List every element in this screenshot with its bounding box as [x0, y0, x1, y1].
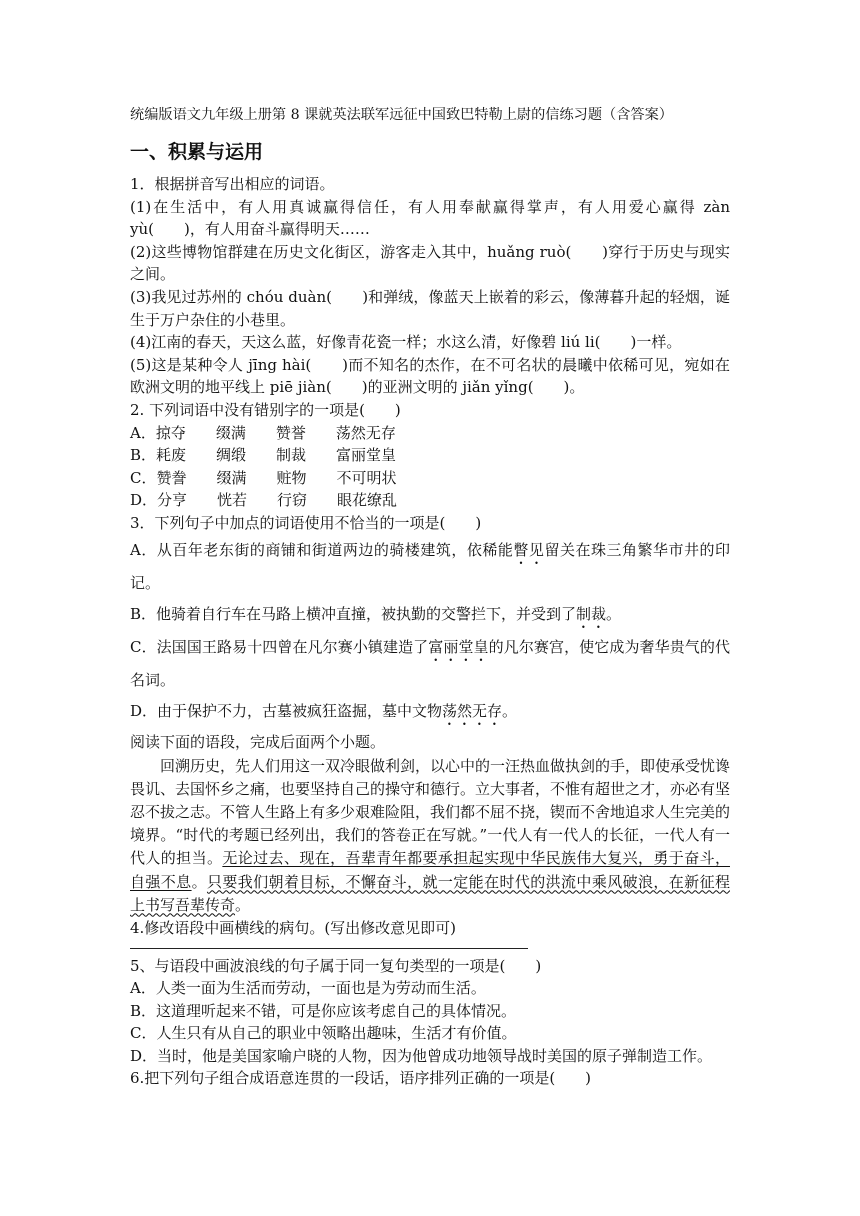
question-1-item-3: (3)我见过苏州的 chóu duàn( )和弹绒，像蓝天上嵌着的彩云，像薄暮升起的轻烟，诞生于万户杂住的小巷里。	[130, 287, 730, 329]
question-1-item-5: (5)这是某种令人 jīng hài( )而不知名的杰作，在不可名状的晨曦中依稀可见，宛如在欧洲文明的地平线上 piē jiàn( )的亚洲文明的 jiǎn yǐng( )。	[130, 355, 730, 397]
reading-intro: 阅读下面的语段，完成后面两个小题。	[130, 732, 386, 751]
passage-text: 。	[191, 872, 207, 891]
dotted-word: 富丽堂皇	[428, 637, 489, 656]
dotted-word: 瞥见	[513, 540, 545, 559]
question-5-stem: 5、与语段中画波浪线的句子属于同一复句类型的一项是( )	[130, 956, 542, 975]
question-3-stem: 3．下列句子中加点的词语使用不恰当的一项是( )	[130, 513, 482, 532]
document-title: 统编版语文九年级上册第 8 课就英法联军远征中国致巴特勒上尉的信练习题（含答案）	[130, 107, 673, 123]
option-text: 。	[502, 701, 518, 720]
option-text: D．由于保护不力，古墓被疯狂盗掘，墓中文物	[130, 701, 443, 720]
question-5-option-d: D．当时，他是美国家喻户晓的人物，因为他曾成功地领导战时美国的原子弹制造工作。	[130, 1046, 713, 1065]
question-5-option-b: B．这道理听起来不错，可是你应该考虑自己的具体情况。	[130, 1001, 517, 1020]
question-2-option-a: A．掠夺 缀满 赞誉 荡然无存	[130, 423, 396, 442]
question-2-stem: 2. 下列词语中没有错别字的一项是( )	[130, 400, 401, 419]
dotted-word: 荡然无存	[442, 701, 503, 720]
option-text: B．他骑着自行车在马路上横冲直撞，被执勤的交警拦下，并受到了	[130, 604, 577, 623]
question-3-option-c	[130, 632, 730, 696]
passage-text: 。	[235, 895, 251, 914]
dotted-word: 制裁	[576, 604, 607, 623]
question-1-item-2: (2)这些博物馆群建在历史文化街区，游客走入其中，huǎng ruò( )穿行于历史与现实之间。	[130, 242, 730, 284]
passage-text: 回溯历史，先人们用这一双冷眼做利剑，以心中的一汪热血做执剑的手，即使承受忧谗畏讥、去国怀乡之痛，也要坚持自己的操守和德行。立大事者，不惟有超世之才，亦必有坚忍不拔之志。不管人生路上有多少艰难险阻，我们都不屈不挠，锲而不舍地追求人生完美的境界。“时代的考题已经列出，我们的答卷正在写就。”一代人有一代人的长征，一代人有一代人的担当。	[130, 756, 731, 868]
question-5-option-c: C．人生只有从自己的职业中领略出趣味，生活才有价值。	[130, 1024, 517, 1043]
option-text: 。	[606, 604, 622, 623]
option-text: C．法国国王路易十四曾在凡尔赛小镇建造了	[130, 637, 429, 656]
section-title: 一、积累与运用	[130, 141, 264, 163]
wavy-underlined-sentence: 只要我们朝着目标，不懈奋斗，就一定能在时代的洪流中乘风破浪，在新征程上书写吾辈传奇	[130, 872, 730, 914]
question-2-option-b: B．耗废 绸缎 制裁 富丽堂皇	[130, 446, 397, 465]
question-2-option-c: C．赞誊 缀满 赃物 不可明状	[130, 468, 397, 487]
option-text: A．从百年老东街的商铺和街道两边的骑楼建筑，依稀能	[130, 540, 514, 559]
question-2-option-d: D．分亨 恍若 行窃 眼花缭乱	[130, 491, 398, 510]
question-3-option-a	[130, 535, 730, 599]
question-1-stem: 1．根据拼音写出相应的词语。	[130, 175, 335, 193]
document-body	[130, 173, 730, 1090]
question-1-item-1: (1)在生活中，有人用真诚赢得信任，有人用奉献赢得掌声，有人用爱心赢得 zàn yù( )，有人用奋斗赢得明天……	[130, 197, 730, 239]
question-6-stem: 6.把下列句子组合成语意连贯的一段话，语序排列正确的一项是( )	[130, 1069, 592, 1088]
reading-passage	[130, 755, 730, 917]
option-text: 留关在珠三角繁华市井的印记。	[130, 540, 730, 592]
question-3-option-d	[130, 696, 730, 729]
answer-line[interactable]	[130, 948, 528, 949]
option-text: 的凡尔赛宫，使它成为奢华贵气的代名词。	[130, 637, 730, 689]
underlined-sentence: 无论过去、现在，吾辈青年都要承担起实现中华民族伟大复兴，勇于奋斗，自强不息	[130, 849, 730, 891]
question-5-option-a: A．人类一面为生活而劳动，一面也是为劳动而生活。	[130, 979, 486, 998]
question-1-item-4: (4)江南的春天，天这么蓝，好像青花瓷一样；水这么清，好像碧 liú li( )一样。	[130, 333, 682, 352]
question-3-option-b	[130, 599, 730, 632]
question-4-stem: 4.修改语段中画横线的病句。(写出修改意见即可)	[130, 918, 457, 937]
